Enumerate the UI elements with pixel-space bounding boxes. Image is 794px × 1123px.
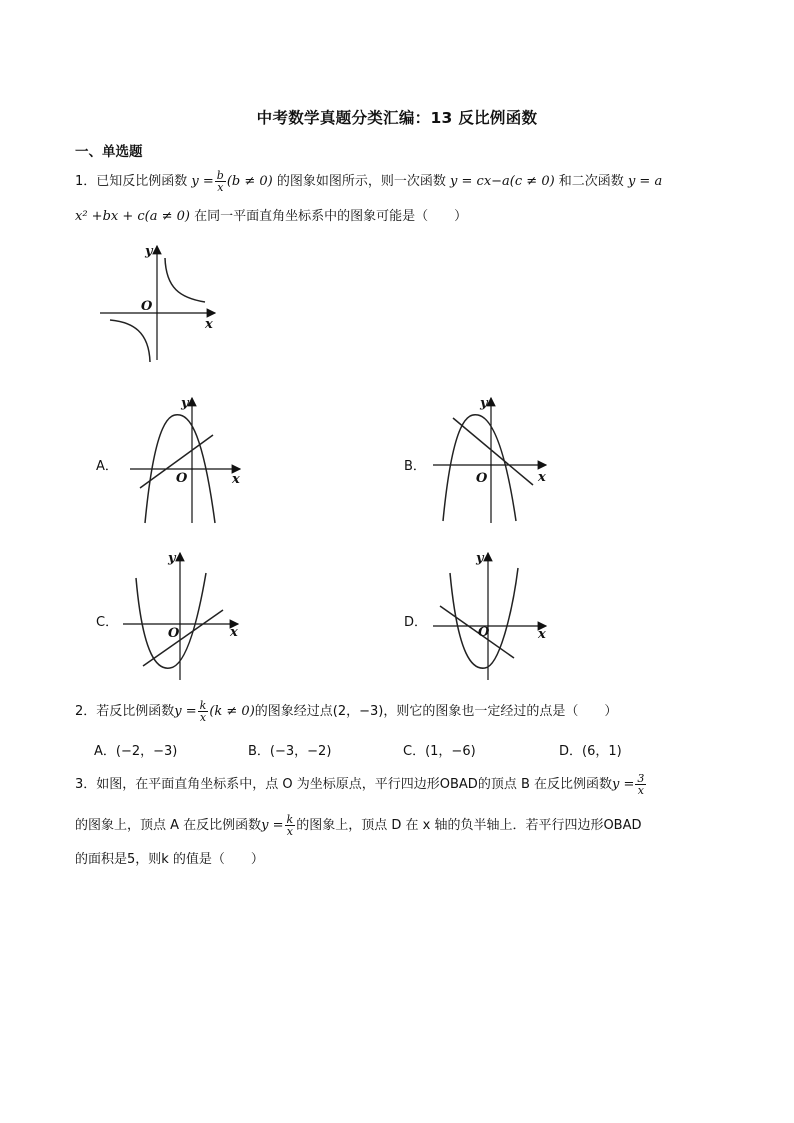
parabola (443, 415, 516, 521)
q1-func1-cond: (b ≠ 0) (226, 174, 273, 189)
q3-l1-lhs: y = (612, 777, 635, 792)
axis-label-y: y (168, 551, 176, 566)
origin-label: O (168, 626, 180, 641)
q3-line1-text: 3．如图，在平面直角坐标系中，点 O 为坐标原点，平行四边形OBAD的顶点 B 在反比例函数 (75, 777, 613, 792)
option-d-label[interactable]: D． (404, 615, 428, 630)
q1-mid-text: 的图象如图所示，则一次函数 (276, 174, 446, 189)
q3-l2-lhs: y = (261, 818, 284, 833)
q1-prefix: 1．已知反比例函数 (75, 174, 188, 189)
q2-cond: (k ≠ 0) (209, 704, 255, 719)
q3-l1-frac (635, 773, 646, 796)
q2-choice-a[interactable]: A．(−2，−3) (94, 744, 178, 759)
q1-func1-num: b (216, 169, 224, 182)
q1-and-text: 和二次函数 (558, 174, 624, 189)
q2-prefix: 2．若反比例函数 (75, 704, 175, 719)
origin-label: O (176, 471, 188, 486)
q3-line2-prefix: 的图象上，顶点 A 在反比例函数 (75, 818, 262, 833)
q3-line2-rest: 的图象上，顶点 D 在 x 轴的负半轴上．若平行四边形OBAD (296, 818, 642, 833)
q1-line2-rest: 在同一平面直角坐标系中的图象可能是（ ） (194, 209, 468, 224)
section-heading: 一、单选题 (75, 144, 143, 160)
hyperbola-branch-2 (110, 320, 150, 362)
option-d-graph[interactable] (428, 548, 553, 683)
q2-rest: 的图象经过点(2，−3)，则它的图象也一定经过的点是（ ） (254, 704, 618, 719)
axis-label-y: y (145, 244, 153, 259)
q2-num: k (199, 699, 207, 712)
q2-choice-d[interactable]: D．(6，1) (559, 744, 622, 759)
q1-func1-lhs: y = (191, 174, 214, 189)
q2-den: x (199, 711, 207, 724)
axis-label-x: x (205, 317, 213, 332)
page-title: 中考数学真题分类汇编：13 反比例函数 (256, 109, 538, 127)
hyperbola-figure (95, 240, 225, 365)
q3-l1-num: 3 (637, 772, 645, 785)
axis-label-y: y (181, 396, 189, 411)
q3-l2-den: x (286, 825, 293, 838)
option-b-graph[interactable] (428, 393, 553, 528)
option-a-graph[interactable] (125, 393, 250, 528)
q2-lhs: y = (174, 704, 197, 719)
option-b-label[interactable]: B． (404, 459, 426, 474)
axis-label-x: x (232, 472, 240, 487)
origin-label: O (478, 625, 490, 640)
option-c-graph[interactable] (118, 548, 248, 683)
q1-func1-frac (215, 170, 226, 193)
q1-quad-func-a: y = a (627, 174, 663, 189)
q2-frac (198, 700, 209, 723)
q1-quad-func-rest: x² +bx + c(a ≠ 0) (75, 209, 190, 224)
q3-l2-num: k (286, 813, 294, 826)
q2-choice-c[interactable]: C．(1，−6) (403, 744, 476, 759)
axis-label-x: x (230, 625, 238, 640)
q2-choice-b[interactable]: B．(−3，−2) (248, 744, 332, 759)
option-c-label[interactable]: C． (96, 615, 119, 630)
origin-label: O (141, 299, 153, 314)
origin-label: O (476, 471, 488, 486)
q1-line1 (75, 170, 662, 193)
q3-line1 (75, 773, 647, 796)
q3-line3: 的面积是5，则k 的值是（ ） (75, 852, 264, 867)
q2-line (75, 700, 617, 723)
axis-label-x: x (538, 470, 546, 485)
axis-label-x: x (538, 627, 546, 642)
q1-func1-den: x (217, 181, 224, 194)
linear-line (440, 606, 514, 658)
option-a-label[interactable]: A． (96, 459, 118, 474)
q1-linear-func: y = cx−a(c ≠ 0) (450, 174, 555, 189)
linear-line (453, 418, 533, 485)
axis-label-y: y (476, 551, 484, 566)
q3-line2 (75, 814, 642, 837)
parabola (136, 573, 206, 668)
q3-l1-den: x (637, 784, 644, 797)
q1-line2 (75, 207, 467, 227)
axis-label-y: y (480, 396, 488, 411)
q3-l2-frac (285, 814, 296, 837)
hyperbola-branch-1 (165, 258, 205, 302)
